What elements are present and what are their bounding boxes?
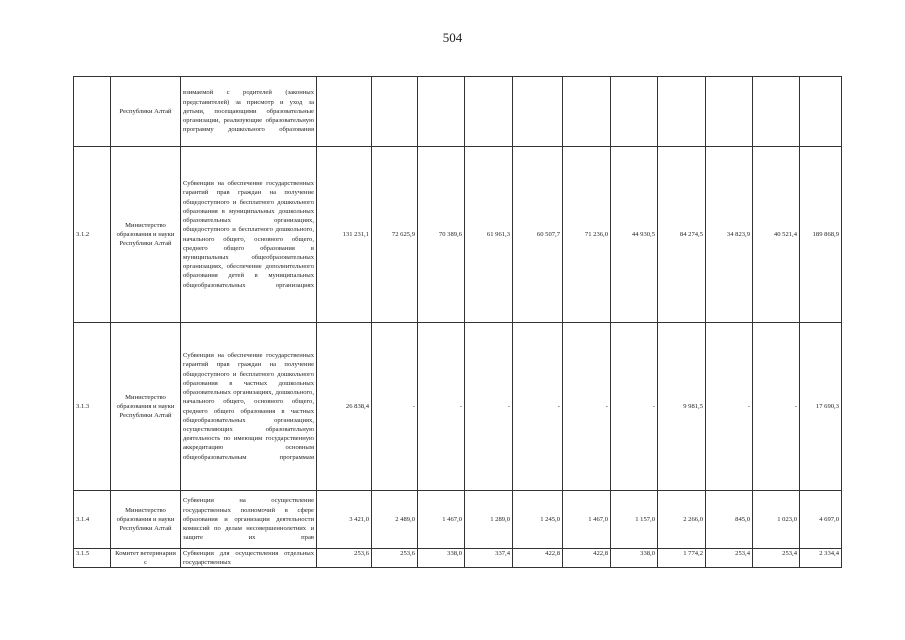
description-cell: Субвенции на обеспечение государственных гарантий прав граждан на получение общедоступного и бесплатного дошкольного образования в муниципальных дошкольных образовательных организациях, общедоступного и бесплатного дошкольного, начального общего, основного общего, среднего общего образования в муниципальных общеобразовательных организациях, обеспечение дополнительного образования детей в муниципальных общеобразовательных организациях <box>181 147 317 323</box>
description-cell: взимаемой с родителей (законных представителей) за присмотр и уход за детьми, посещающими образовательные организации, реализующие образовательную программу дошкольного образования <box>181 77 317 147</box>
table-row <box>74 549 842 568</box>
value-cell: 1 245,0 <box>513 491 563 549</box>
row-number-cell: 3.1.3 <box>74 323 111 491</box>
row-number-cell: 3.1.5 <box>74 549 111 568</box>
value-cell: 72 625,9 <box>372 147 418 323</box>
value-cell: 71 236,0 <box>563 147 611 323</box>
value-cell <box>372 77 418 147</box>
value-cell <box>317 77 372 147</box>
executor-cell: Министерство образования и науки Республики Алтай <box>111 147 181 323</box>
description-cell: Субвенции на обеспечение государственных гарантий прав граждан на получение общедоступного и бесплатного дошкольного образования в частных дошкольных образовательных организациях, дошкольного, начального общего, основного общего, среднего общего образования в частных общеобразовательных организациях, осуществляющих образовательную деятельность по имеющим государственную аккредитацию основным общеобразовательным программам <box>181 323 317 491</box>
value-cell: 131 231,1 <box>317 147 372 323</box>
value-cell: 1 774,2 <box>658 549 706 568</box>
value-cell: 2 266,0 <box>658 491 706 549</box>
value-cell: - <box>465 323 513 491</box>
value-cell <box>465 77 513 147</box>
executor-cell: Республики Алтай <box>111 77 181 147</box>
value-cell: 422,8 <box>513 549 563 568</box>
value-cell: - <box>611 323 658 491</box>
value-cell: 1 467,0 <box>418 491 465 549</box>
value-cell: 60 507,7 <box>513 147 563 323</box>
value-cell: 61 961,3 <box>465 147 513 323</box>
value-cell: 44 930,5 <box>611 147 658 323</box>
value-cell: 9 981,5 <box>658 323 706 491</box>
value-cell: 845,0 <box>706 491 753 549</box>
value-cell: 70 389,6 <box>418 147 465 323</box>
value-cell: 189 868,9 <box>800 147 842 323</box>
table-row <box>74 323 842 491</box>
value-cell: - <box>513 323 563 491</box>
table-row <box>74 147 842 323</box>
value-cell: 338,0 <box>611 549 658 568</box>
value-cell: 337,4 <box>465 549 513 568</box>
table-row <box>74 491 842 549</box>
value-cell: 34 823,9 <box>706 147 753 323</box>
executor-cell: Министерство образования и науки Республики Алтай <box>111 323 181 491</box>
value-cell <box>611 77 658 147</box>
value-cell: 253,6 <box>372 549 418 568</box>
value-cell: - <box>753 323 800 491</box>
value-cell: 1 289,0 <box>465 491 513 549</box>
value-cell: 338,0 <box>418 549 465 568</box>
value-cell: 17 690,3 <box>800 323 842 491</box>
row-number-cell <box>74 77 111 147</box>
value-cell: 2 334,4 <box>800 549 842 568</box>
value-cell: 1 467,0 <box>563 491 611 549</box>
budget-table <box>73 76 842 568</box>
value-cell: 253,6 <box>317 549 372 568</box>
page-number: 504 <box>442 30 463 45</box>
value-cell <box>513 77 563 147</box>
value-cell <box>418 77 465 147</box>
value-cell: - <box>563 323 611 491</box>
row-number-cell: 3.1.4 <box>74 491 111 549</box>
value-cell: 3 421,0 <box>317 491 372 549</box>
value-cell <box>658 77 706 147</box>
value-cell: 1 157,0 <box>611 491 658 549</box>
executor-cell: Министерство образования и науки Республики Алтай <box>111 491 181 549</box>
value-cell: 1 023,0 <box>753 491 800 549</box>
value-cell: 26 838,4 <box>317 323 372 491</box>
description-cell: Субвенции для осуществления отдельных государственных <box>181 549 317 568</box>
value-cell: 253,4 <box>706 549 753 568</box>
value-cell <box>706 77 753 147</box>
value-cell: 2 489,0 <box>372 491 418 549</box>
table-row <box>74 77 842 147</box>
value-cell <box>563 77 611 147</box>
value-cell: 40 521,4 <box>753 147 800 323</box>
value-cell <box>800 77 842 147</box>
value-cell: - <box>706 323 753 491</box>
executor-cell: Комитет ветеринарии с <box>111 549 181 568</box>
value-cell: 253,4 <box>753 549 800 568</box>
value-cell: - <box>418 323 465 491</box>
value-cell <box>753 77 800 147</box>
value-cell: 84 274,5 <box>658 147 706 323</box>
value-cell: - <box>372 323 418 491</box>
description-cell: Субвенции на осуществление государственных полномочий в сфере образования и организации деятельности комиссий по делам несовершеннолетних и защите их прав <box>181 491 317 549</box>
value-cell: 422,8 <box>563 549 611 568</box>
row-number-cell: 3.1.2 <box>74 147 111 323</box>
value-cell: 4 697,0 <box>800 491 842 549</box>
